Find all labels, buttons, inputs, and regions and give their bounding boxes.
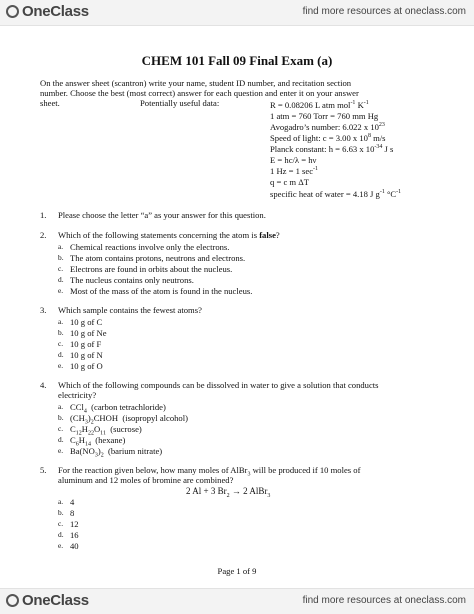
q4-number: 4. (40, 380, 47, 390)
q4-text: Which of the following compounds can be dissolved in water to give a solution that conducts (58, 380, 379, 390)
q4-option-b: $(CH_3)_2CHOH$ (isopropyl alcohol) (70, 413, 188, 426)
q5-letter-a: a. (58, 497, 64, 506)
q2-option-a: Chemical reactions involve only the electrons. (70, 242, 230, 252)
constant-r: R = 0.08206 L atm mol$^{-1}$ $K^{-1}$ (270, 100, 369, 110)
q2-letter-a: a. (58, 242, 64, 251)
q5-letter-b: b. (58, 508, 64, 517)
constant-q: q = c m ΔT (270, 177, 310, 187)
constant-hz: 1 Hz = 1 $\sec^{-1}$ (270, 166, 319, 176)
logo-text: OneClass (22, 592, 89, 609)
logo-text: OneClass (22, 3, 89, 20)
q4-letter-d: d. (58, 435, 64, 444)
intro-line-3: sheet. (40, 98, 60, 108)
q4-option-c: $C_{12}H_{22}O_{11}$ (sucrose) (70, 424, 142, 437)
q3-option-d: 10 g of N (70, 350, 103, 360)
q2-letter-e: e. (58, 286, 64, 295)
q5-letter-e: e. (58, 541, 64, 550)
q2-option-b: The atom contains protons, neutrons and electrons. (70, 253, 246, 263)
q2-text: Which of the following statements concerning the atom is false? (58, 230, 280, 240)
q4-letter-b: b. (58, 413, 64, 422)
q2-option-e: Most of the mass of the atom is found in the nucleus. (70, 286, 253, 296)
constant-heat: specific heat of water = 4.18 J $g^{-1}$ $^\circ C^{-1}$ (270, 189, 402, 199)
q5-text-line-2: aluminum and 12 moles of bromine are combined? (58, 475, 234, 485)
q2-letter-c: c. (58, 264, 64, 273)
q3-letter-d: d. (58, 350, 64, 359)
intro-line-1: On the answer sheet (scantron) write your name, student ID number, and recitation section (40, 78, 352, 88)
q3-option-c: 10 g of F (70, 339, 102, 349)
oneclass-logo-icon (6, 5, 19, 18)
resources-link[interactable]: find more resources at oneclass.com (302, 6, 466, 17)
constant-atm: 1 atm = 760 Torr = 760 mm Hg (270, 111, 379, 121)
q4-option-a: CCl$_4$ (carbon tetrachloride) (70, 402, 166, 415)
q4-letter-e: e. (58, 446, 64, 455)
exam-title: CHEM 101 Fall 09 Final Exam (a) (141, 53, 333, 68)
oneclass-logo-icon (6, 594, 19, 607)
constant-energy: E = hc/λ = hν (270, 155, 317, 165)
q3-option-e: 10 g of O (70, 361, 103, 371)
intro-line-2: number. Choose the best (most correct) answer for each question and enter it on your answer (40, 88, 359, 98)
q2-number: 2. (40, 230, 47, 240)
q3-number: 3. (40, 305, 47, 315)
q1-number: 1. (40, 210, 47, 220)
q4-letter-c: c. (58, 424, 64, 433)
q5-number: 5. (40, 465, 47, 475)
q4-option-e: $Ba(NO_3)_2$ (barium nitrate) (70, 446, 163, 459)
constant-light: Speed of light: c = 3.00 x $10^8$ m/s (270, 133, 386, 143)
q5-letter-d: d. (58, 530, 64, 539)
q5-option-a: 4 (70, 497, 75, 507)
q4-text-line-2: electricity? (58, 390, 97, 400)
q2-letter-b: b. (58, 253, 64, 262)
q2-option-c: Electrons are found in orbits about the nucleus. (70, 264, 233, 274)
top-bar (0, 0, 474, 26)
q3-letter-e: e. (58, 361, 64, 370)
q3-option-b: 10 g of Ne (70, 328, 107, 338)
q2-letter-d: d. (58, 275, 64, 284)
useful-data-label: Potentially useful data: (140, 98, 220, 108)
q3-letter-a: a. (58, 317, 64, 326)
constant-avogadro: Avogadro’s number: 6.022 x $10^{23}$ (270, 122, 385, 132)
q4-option-d: $C_6H_{14}$ (hexane) (70, 435, 126, 448)
q2-option-d: The nucleus contains only neutrons. (70, 275, 194, 285)
q5-option-b: 8 (70, 508, 75, 518)
q5-reaction-equation: 2 Al + 3 $Br_2 \to 2$ AlBr$_3$ (186, 486, 271, 499)
q4-letter-a: a. (58, 402, 64, 411)
q5-option-c: 12 (70, 519, 79, 529)
constant-planck: Planck constant: h = 6.63 x $10^{-34}$ J s (270, 144, 394, 154)
oneclass-logo[interactable] (6, 3, 89, 20)
page-number: Page 1 of 9 (217, 566, 257, 576)
bottom-bar (0, 588, 474, 614)
resources-link-bottom[interactable]: find more resources at oneclass.com (302, 595, 466, 606)
q3-letter-b: b. (58, 328, 64, 337)
q5-option-e: 40 (70, 541, 79, 551)
q5-option-d: 16 (70, 530, 79, 540)
q3-letter-c: c. (58, 339, 64, 348)
q5-text: For the reaction given below, how many moles of AlBr$_3$ will be produced if 10 moles of (58, 465, 361, 478)
q5-letter-c: c. (58, 519, 64, 528)
q1-text: Please choose the letter “a” as your answer for this question. (58, 210, 266, 220)
q3-text: Which sample contains the fewest atoms? (58, 305, 202, 315)
oneclass-logo-bottom[interactable] (6, 592, 89, 609)
q3-option-a: 10 g of C (70, 317, 103, 327)
